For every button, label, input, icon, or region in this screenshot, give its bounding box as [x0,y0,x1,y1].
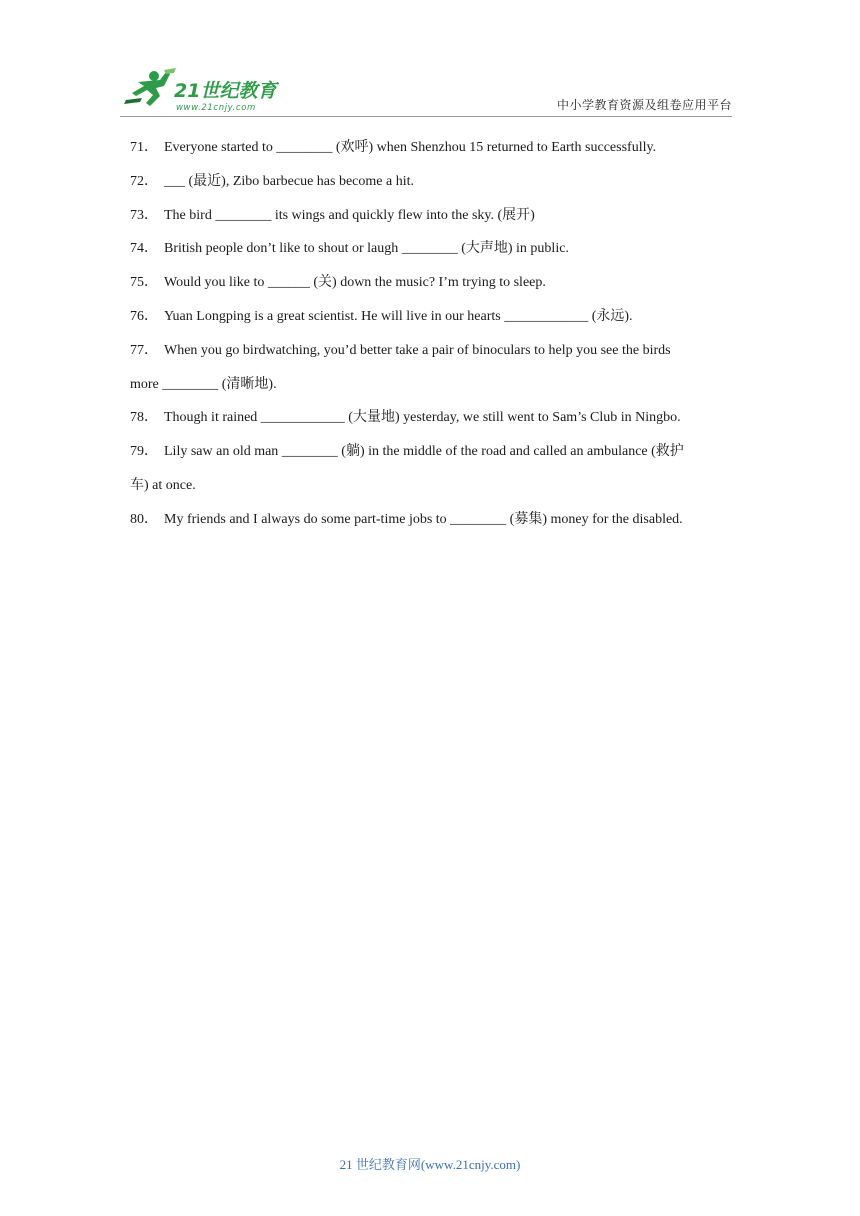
question-text: When you go birdwatching, you’d better take a pair of binoculars to help you see the birds [164,342,671,358]
page-footer[interactable]: 21 世纪教育网(www.21cnjy.com) [339,1157,521,1172]
logo-21cnjy [120,66,290,114]
question-76 [130,300,732,334]
question-71 [130,131,732,165]
question-text: ___ (最近), Zibo barbecue has become a hit. [164,173,414,189]
question-text-continued: more ________ (清晰地). [130,376,277,392]
question-number: 71． [130,140,158,155]
question-77 [130,334,732,402]
svg-text:21世纪教育: 21世纪教育 [174,80,277,102]
question-number: 80． [130,511,158,527]
question-number: 77． [130,342,158,358]
question-number: 72． [130,173,158,189]
question-79 [130,435,732,503]
question-text: My friends and I always do some part-time jobs to ________ (募集) money for the disabled. [164,511,683,527]
question-number: 75． [130,275,158,291]
runner-icon [124,68,176,106]
question-text-continued: 车) at once. [130,477,196,493]
question-number: 74． [130,241,158,257]
question-text: Yuan Longping is a great scientist. He will live in our hearts ____________ (永远). [164,308,633,324]
question-number: 73． [130,207,158,223]
header-divider [120,116,732,117]
header-tagline: 中小学教育资源及组卷应用平台 [556,98,732,112]
question-list [130,131,732,537]
question-number: 79． [130,444,158,460]
page-header [120,66,732,114]
question-74 [130,232,732,266]
question-75 [130,266,732,300]
question-80 [130,503,732,537]
question-text: Everyone started to ________ (欢呼) when Shenzhou 15 returned to Earth successfully. [164,140,657,155]
question-72 [130,165,732,199]
question-text: Lily saw an old man ________ (躺) in the middle of the road and called an ambulance (救护 [164,444,684,460]
question-text: Though it rained ____________ (大量地) yesterday, we still went to Sam’s Club in Ningbo. [164,410,681,426]
question-number: 78． [130,410,158,426]
question-text: British people don’t like to shout or laugh ________ (大声地) in public. [164,241,569,257]
question-text: The bird ________ its wings and quickly flew into the sky. (展开) [164,207,535,223]
question-73 [130,199,732,233]
svg-text:www.21cnjy.com: www.21cnjy.com [176,103,256,113]
question-78 [130,401,732,435]
question-number: 76． [130,308,158,324]
question-text: Would you like to ______ (关) down the music? I’m trying to sleep. [164,275,546,291]
